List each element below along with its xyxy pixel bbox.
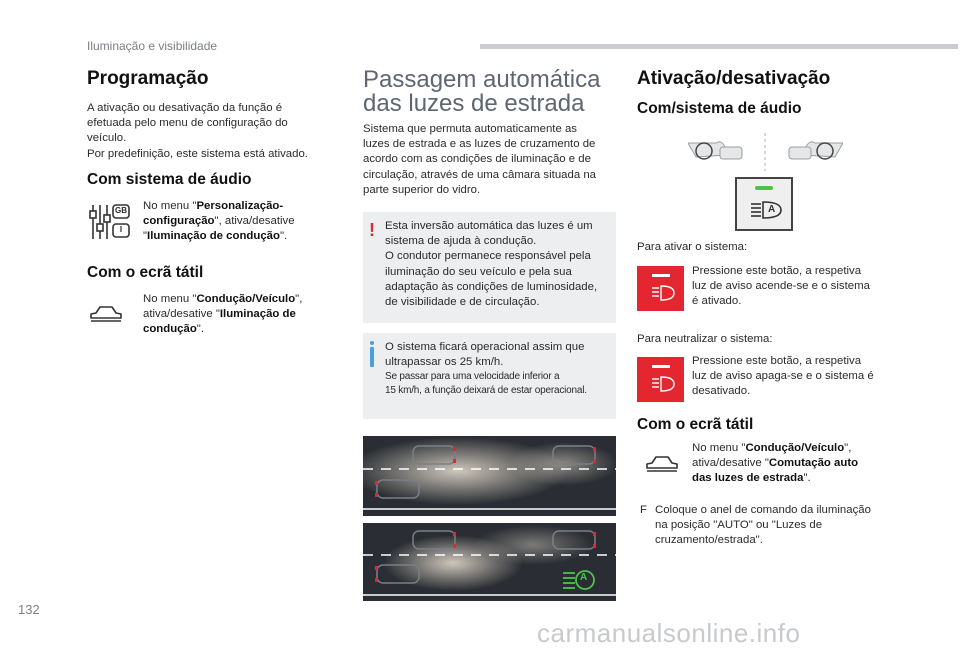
road-illustration-low-beam: [363, 523, 616, 601]
auto-high-beam-icon: [749, 199, 783, 221]
watermark: carmanualsonline.info: [537, 618, 801, 648]
deactivate-label: Para neutralizar o sistema:: [637, 333, 773, 345]
i-label: I: [119, 225, 123, 234]
audio-system-text: No menu "Personalização- configuração", ativa/desative "Iluminação de condução".: [143, 200, 295, 243]
passagem-intro: Sistema que permuta automaticamente as luzes de estrada e as luzes de cruzamento de acordo com as condições de iluminação e de circulação, através de uma câmara situada na parte superior do vidro.: [363, 123, 596, 196]
steering-wheel-controls-icon: [688, 131, 843, 171]
section-header: Iluminação e visibilidade: [87, 39, 218, 53]
programacao-intro: [87, 101, 332, 162]
intro-line: efetuada pelo menu de configuração do: [87, 117, 288, 130]
touchscreen-title: Com o ecrã tátil: [87, 264, 204, 281]
intro-line: A ativação ou desativação da função é: [87, 102, 283, 114]
activate-text: Pressione este botão, a respetiva luz de aviso acende-se e o sistema é ativado.: [692, 265, 870, 308]
ativacao-title: Ativação/desativação: [637, 68, 831, 89]
intro-line: Por predefinição, este sistema está ativado.: [87, 147, 308, 160]
auto-badge-illustration: A: [580, 572, 588, 583]
bullet-text: Coloque o anel de comando da iluminação na posição "AUTO" ou "Luzes de cruzamento/estrada".: [655, 504, 871, 547]
intro-line: veículo.: [87, 132, 127, 145]
touchscreen-text: No menu "Condução/Veículo", ativa/desative "Iluminação de condução".: [143, 293, 303, 336]
audio-system-title: Com sistema de áudio: [87, 171, 252, 188]
deactivate-text: Pressione este botão, a respetiva luz de aviso apaga-se e o sistema é desativado.: [692, 355, 874, 398]
deactivate-button-icon: [637, 357, 684, 402]
road-illustration-high-beam: [363, 436, 616, 516]
auto-badge-panel: A: [768, 204, 776, 215]
touchscreen-title-2: Com o ecrã tátil: [637, 416, 754, 433]
car-icon-2: [645, 454, 679, 476]
activate-button-icon: [637, 266, 684, 311]
gb-label: GB: [115, 206, 127, 215]
warning-note: [363, 212, 616, 323]
passagem-title: [363, 68, 600, 116]
header-rule: [480, 44, 958, 49]
programacao-title: Programação: [87, 68, 209, 89]
auto-beam-button-panel: [735, 177, 793, 231]
audio-settings-icon: [88, 202, 132, 242]
bullet-marker: F: [640, 504, 647, 516]
title-line: das luzes de estrada: [363, 90, 585, 117]
info-text: O sistema ficará operacional assim que ultrapassar os 25 km/h. Se passar para uma velocidade inferior a 15 km/h, a função deixará de estar operacional.: [385, 341, 587, 397]
button-indicator-light: [755, 186, 773, 190]
touchscreen-text-2: No menu "Condução/Veículo", ativa/desative "Comutação auto das luzes de estrada".: [692, 442, 859, 485]
warning-text: Esta inversão automática das luzes é um sistema de ajuda à condução. O condutor permanece responsável pela iluminação do seu veículo e pela sua adaptação às condições de luminosidade, de visibilidade e de circulação.: [385, 220, 598, 309]
warning-icon: !: [369, 220, 375, 240]
page-number: 132: [18, 602, 40, 617]
car-icon: [89, 304, 123, 326]
info-icon: [370, 347, 374, 367]
audio-system-title-2: Com/sistema de áudio: [637, 100, 802, 117]
info-note: [363, 333, 616, 419]
title-line: Passagem automática: [363, 66, 601, 93]
activate-label: Para ativar o sistema:: [637, 241, 748, 253]
